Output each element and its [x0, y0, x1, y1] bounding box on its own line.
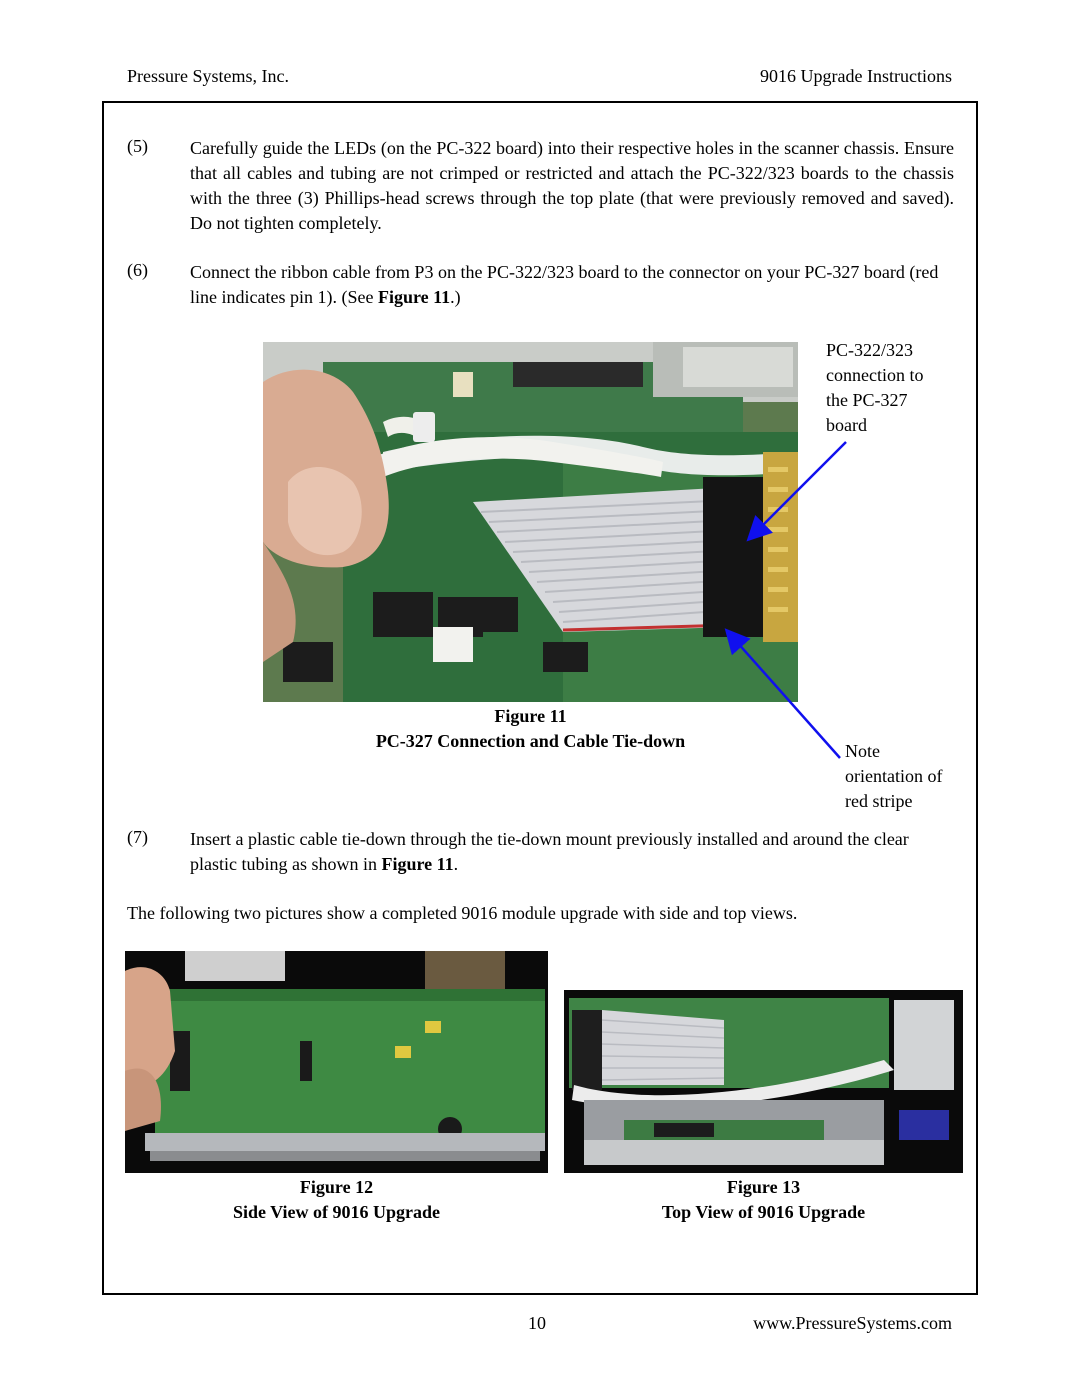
figure-12-illustration — [125, 951, 548, 1173]
figure-11-label: Figure 11 — [494, 706, 567, 726]
header-doc-title: 9016 Upgrade Instructions — [760, 66, 952, 86]
intro-text: The following two pictures show a completed 9016 module upgrade with side and top views. — [127, 903, 798, 923]
arrow-to-connector — [750, 442, 846, 538]
step-7-number: (7) — [127, 827, 148, 847]
figure-reference: Figure 11 — [381, 854, 454, 874]
figure-13-label: Figure 13 — [726, 1177, 801, 1197]
figure-11-callout-bottom: Note orientation of red stripe — [845, 741, 943, 811]
step-6-number: (6) — [127, 260, 148, 280]
figure-12-label: Figure 12 — [299, 1177, 374, 1197]
figure-11-title: PC-327 Connection and Cable Tie-down — [375, 731, 686, 751]
step-5-text: Carefully guide the LEDs (on the PC-322 board) into their respective holes in the scanner chassis. Ensure that all cables and tubing are not crimped or restricted and attach the PC-322/323 boards to the chassis with the three (3) Phillips-head screws through the top plate (that were previously removed and saved). Do not tighten completely. — [190, 138, 954, 233]
header-company: Pressure Systems, Inc. — [127, 66, 289, 86]
figure-13-illustration — [564, 990, 963, 1173]
step-5-number: (5) — [127, 136, 148, 156]
figure-13-photo — [564, 990, 963, 1173]
figure-11-callout-top: PC-322/323 connection to the PC-327 board — [826, 340, 924, 435]
page-number: 10 — [528, 1313, 546, 1333]
step-6-text: Connect the ribbon cable from P3 on the PC-322/323 board to the connector on your PC-327 board (red line indicates pin 1). (See Figure 11.) — [190, 262, 939, 307]
step-7-text: Insert a plastic cable tie-down through the tie-down mount previously installed and around the clear plastic tubing as shown in Figure 11. — [190, 829, 909, 874]
footer-website-link[interactable]: www.PressureSystems.com — [753, 1313, 952, 1333]
figure-12-photo — [125, 951, 548, 1173]
figure-12-title: Side View of 9016 Upgrade — [233, 1202, 440, 1222]
figure-reference: Figure 11 — [377, 287, 451, 307]
figure-13-title: Top View of 9016 Upgrade — [661, 1202, 866, 1222]
